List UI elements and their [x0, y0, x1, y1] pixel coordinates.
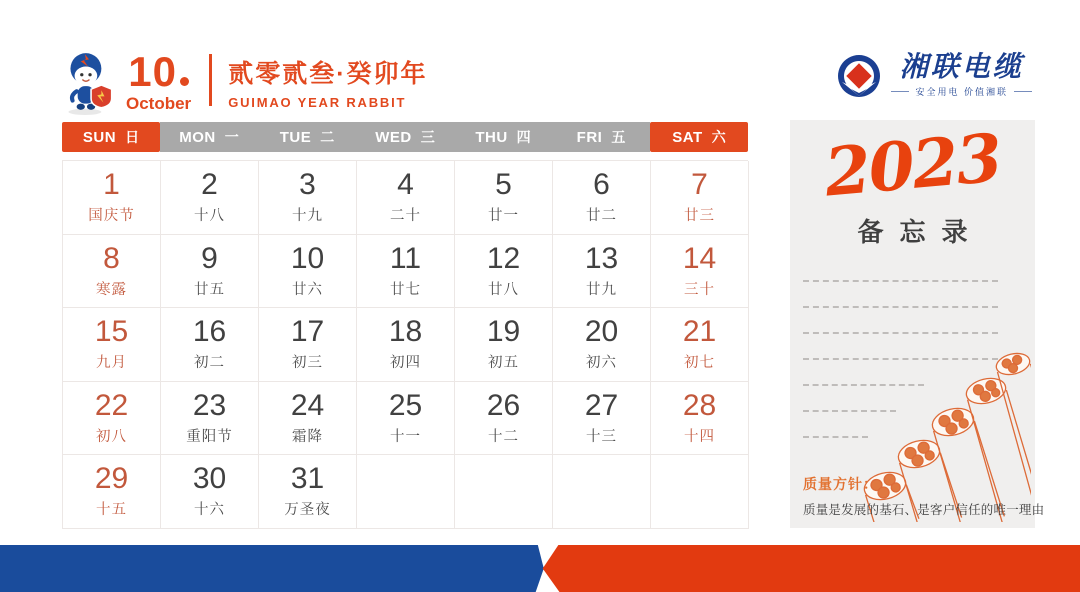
day-number: 6: [593, 168, 610, 201]
company-logo: [835, 52, 1032, 100]
calendar-day-25: [357, 382, 455, 456]
day-number: 15: [94, 315, 129, 348]
day-lunar-label: 十八: [194, 208, 225, 224]
memo-year-art: 2023: [821, 118, 1004, 212]
calendar-day-27: [553, 382, 651, 456]
quality-heading: 质量方针：: [803, 476, 878, 492]
day-number: 24: [290, 388, 325, 422]
weekday-zh-label: 六: [711, 129, 726, 145]
day-number: 27: [584, 388, 619, 422]
calendar-day-empty: [651, 455, 749, 529]
calendar-day-10: [259, 235, 357, 309]
day-number: 31: [290, 462, 325, 495]
day-number: 18: [388, 315, 423, 348]
memo-title: 备忘录: [857, 217, 984, 247]
day-number: 8: [103, 241, 120, 275]
day-number: 9: [201, 241, 218, 275]
calendar-day-11: [357, 235, 455, 309]
day-number: 26: [486, 388, 521, 422]
weekday-header-tue: [258, 122, 356, 152]
calendar-day-3: [259, 161, 357, 235]
month-block: [126, 48, 192, 114]
day-lunar-label: 十四: [684, 428, 715, 445]
weekday-en-label: MON: [179, 128, 216, 146]
day-lunar-label: 十三: [586, 428, 617, 445]
calendar-day-17: [259, 308, 357, 382]
calendar-day-4: [357, 161, 455, 235]
day-lunar-label: 廿三: [684, 208, 715, 224]
calendar-day-empty: [553, 455, 651, 529]
month-number: 10: [128, 48, 177, 95]
day-lunar-label: 廿七: [390, 281, 421, 298]
weekday-header-thu: [454, 122, 552, 152]
day-number: 21: [682, 315, 717, 348]
mascot-icon: [56, 48, 122, 116]
calendar-day-14: [651, 235, 749, 309]
day-lunar-label: 廿八: [488, 281, 519, 298]
calendar-day-5: [455, 161, 553, 235]
day-number: 25: [388, 388, 423, 422]
calendar-day-8: [63, 235, 161, 309]
day-number: 1: [103, 168, 120, 201]
calendar: [62, 122, 748, 529]
year-english: GUIMAO YEAR RABBIT: [228, 95, 407, 110]
calendar-day-23: [161, 382, 259, 456]
day-lunar-label: 廿一: [488, 208, 519, 224]
calendar-day-31: [259, 455, 357, 529]
year-chinese: 贰零贰叁·癸卯年: [228, 60, 428, 88]
day-lunar-label: 十二: [488, 428, 519, 445]
calendar-day-24: [259, 382, 357, 456]
day-lunar-label: 十六: [194, 502, 225, 518]
calendar-day-12: [455, 235, 553, 309]
day-lunar-label: 寒露: [96, 281, 127, 298]
weekday-zh-label: 日: [125, 129, 140, 145]
calendar-day-29: [63, 455, 161, 529]
calendar-day-18: [357, 308, 455, 382]
day-number: 17: [290, 315, 325, 348]
day-lunar-label: 初二: [194, 355, 225, 371]
day-lunar-label: 廿六: [292, 281, 323, 298]
memo-card: [790, 118, 1045, 528]
day-number: 12: [486, 241, 521, 275]
calendar-day-empty: [357, 455, 455, 529]
weekday-en-label: FRI: [576, 128, 603, 146]
day-number: 13: [584, 241, 619, 275]
day-number: 7: [691, 168, 708, 201]
weekday-zh-label: 五: [611, 129, 626, 145]
month-dot: [180, 77, 189, 86]
slogan-line-left: [891, 91, 909, 92]
weekday-header-wed: [356, 122, 454, 152]
weekday-zh-label: 四: [516, 129, 531, 145]
day-number: 29: [94, 462, 129, 495]
calendar-day-13: [553, 235, 651, 309]
weekday-en-label: WED: [375, 128, 412, 146]
day-lunar-label: 万圣夜: [284, 502, 331, 518]
quality-policy: [803, 474, 1045, 518]
day-number: 28: [682, 388, 717, 422]
day-number: 20: [584, 315, 619, 348]
day-lunar-label: 重阳节: [186, 428, 233, 445]
calendar-day-16: [161, 308, 259, 382]
calendar-day-empty: [455, 455, 553, 529]
calendar-day-19: [455, 308, 553, 382]
day-lunar-label: 廿二: [586, 208, 617, 224]
calendar-day-30: [161, 455, 259, 529]
weekday-header-sat: [650, 122, 748, 152]
company-emblem-icon: [835, 52, 883, 100]
weekday-header-fri: [552, 122, 650, 152]
weekday-header-sun: [62, 122, 160, 152]
calendar-day-20: [553, 308, 651, 382]
calendar-day-21: [651, 308, 749, 382]
weekday-zh-label: 三: [420, 129, 435, 145]
day-number: 23: [192, 388, 227, 422]
calendar-day-28: [651, 382, 749, 456]
day-lunar-label: 十九: [292, 208, 323, 224]
weekday-en-label: SUN: [82, 128, 117, 146]
day-number: 19: [486, 315, 521, 348]
company-slogan: [891, 85, 1032, 98]
quality-text: 质量是发展的基石、是客户信任的唯一理由: [803, 503, 1045, 517]
day-lunar-label: 三十: [684, 281, 715, 298]
day-lunar-label: 初三: [292, 355, 323, 371]
month-name: October: [126, 94, 192, 113]
day-number: 4: [397, 168, 414, 201]
day-lunar-label: 廿九: [586, 281, 617, 298]
company-slogan-text: 安全用电 价值湘联: [915, 87, 1008, 97]
weekday-en-label: THU: [475, 128, 508, 146]
day-lunar-label: 九月: [96, 355, 127, 371]
day-lunar-label: 初七: [684, 355, 715, 371]
weekday-zh-label: 二: [320, 129, 335, 145]
weekday-zh-label: 一: [224, 129, 239, 145]
day-number: 30: [192, 462, 227, 495]
day-grid: [62, 160, 748, 529]
weekday-en-label: TUE: [279, 128, 312, 146]
day-number: 16: [192, 315, 227, 348]
calendar-day-15: [63, 308, 161, 382]
calendar-day-6: [553, 161, 651, 235]
month-brand: [56, 48, 428, 116]
header: [0, 0, 1080, 120]
calendar-day-7: [651, 161, 749, 235]
day-lunar-label: 廿五: [194, 281, 225, 298]
day-lunar-label: 初八: [96, 428, 127, 445]
calendar-day-9: [161, 235, 259, 309]
memo-ruled-line: [803, 280, 998, 306]
company-logo-text: [891, 52, 1032, 98]
year-block: [228, 54, 427, 110]
day-lunar-label: 初四: [390, 355, 421, 371]
slogan-line-right: [1014, 91, 1032, 92]
calendar-day-26: [455, 382, 553, 456]
day-lunar-label: 霜降: [292, 428, 323, 445]
day-number: 3: [299, 168, 316, 201]
day-number: 2: [201, 168, 218, 201]
weekday-header-mon: [160, 122, 258, 152]
weekday-en-label: SAT: [672, 128, 703, 146]
day-lunar-label: 国庆节: [88, 208, 135, 224]
calendar-day-2: [161, 161, 259, 235]
day-lunar-label: 初六: [586, 355, 617, 371]
company-name: 湘联电缆: [899, 51, 1024, 82]
day-number: 10: [290, 241, 325, 275]
day-lunar-label: 十一: [390, 428, 421, 445]
header-divider: [209, 54, 212, 106]
day-number: 11: [389, 241, 422, 275]
weekday-header-row: [62, 122, 748, 152]
calendar-day-22: [63, 382, 161, 456]
day-number: 5: [495, 168, 512, 201]
day-lunar-label: 二十: [390, 208, 421, 224]
bottom-banner: [0, 545, 1080, 592]
day-lunar-label: 初五: [488, 355, 519, 371]
day-lunar-label: 十五: [96, 502, 127, 518]
day-number: 14: [682, 241, 717, 275]
day-number: 22: [94, 388, 129, 422]
calendar-day-1: [63, 161, 161, 235]
